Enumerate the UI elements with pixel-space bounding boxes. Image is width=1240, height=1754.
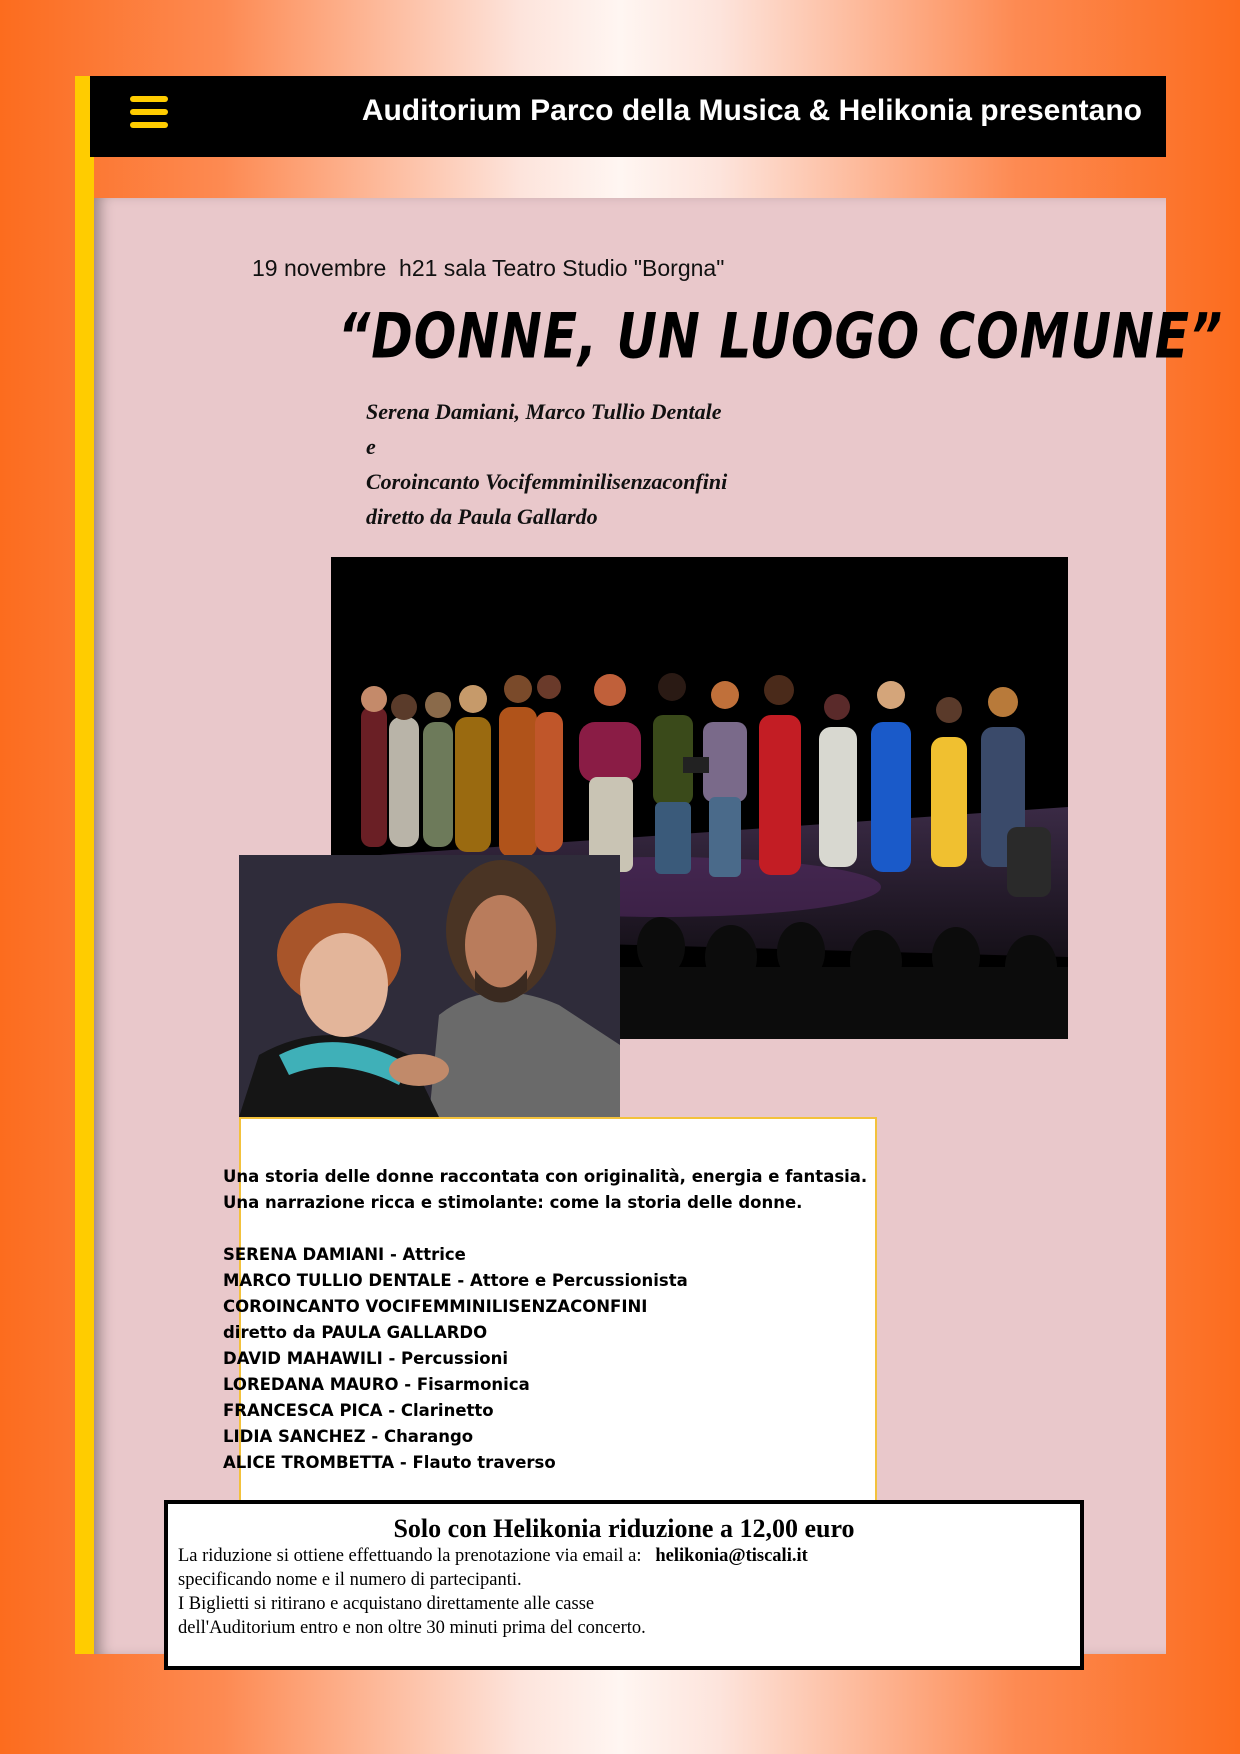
promo-line [178,1544,1080,1568]
cast-line: diretto da PAULA GALLARDO [223,1323,488,1342]
yellow-accent-bar [75,76,94,1654]
cast-line: FRANCESCA PICA - Clarinetto [223,1401,494,1420]
cast-line: SERENA DAMIANI - Attrice [223,1245,466,1264]
description-text [223,1164,867,1476]
discount-promo-box [164,1500,1084,1670]
description-line [223,1216,867,1242]
promo-title: Solo con Helikonia riduzione a 12,00 euro [393,1514,855,1543]
credit-line: diretto da Paula Gallardo [366,504,598,529]
cast-line: MARCO TULLIO DENTALE - Attore e Percussionista [223,1271,688,1290]
credits-block [366,394,727,534]
promo-line: I Biglietti si ritirano e acquistano direttamente alle casse [178,1594,595,1614]
cast-line: LOREDANA MAURO - Fisarmonica [223,1375,530,1394]
credit-line: e [366,434,376,459]
duo-portrait-photo [239,855,620,1117]
show-title: “DONNE, UN LUOGO COMUNE” [338,300,1224,373]
promo-line: dell'Auditorium entro e non oltre 30 minuti prima del concerto. [178,1618,646,1638]
credit-line: Coroincanto Vocifemminilisenzaconfini [366,469,728,494]
cast-line: LIDIA SANCHEZ - Charango [223,1427,474,1446]
hamburger-menu-icon[interactable] [130,96,168,136]
header-bar [90,76,1166,157]
event-date-venue: 19 novembre h21 sala Teatro Studio "Borgna" [252,255,725,281]
cast-line: COROINCANTO VOCIFEMMINILISENZACONFINI [223,1297,648,1316]
header-title: Auditorium Parco della Musica & Helikonia presentano [361,94,1142,127]
promo-line-text: La riduzione si ottiene effettuando la prenotazione via email a: [178,1546,642,1566]
promo-line: specificando nome e il numero di partecipanti. [178,1570,522,1590]
description-line: Una storia delle donne raccontata con originalità, energia e fantasia. [223,1167,868,1186]
booking-email-link[interactable]: helikonia@tiscali.it [655,1546,808,1566]
credit-line: Serena Damiani, Marco Tullio Dentale [366,399,722,424]
cast-line: DAVID MAHAWILI - Percussioni [223,1349,509,1368]
description-line: Una narrazione ricca e stimolante: come la storia delle donne. [223,1193,803,1212]
cast-line: ALICE TROMBETTA - Flauto traverso [223,1453,556,1472]
duo-portrait-illustration [239,855,620,1117]
